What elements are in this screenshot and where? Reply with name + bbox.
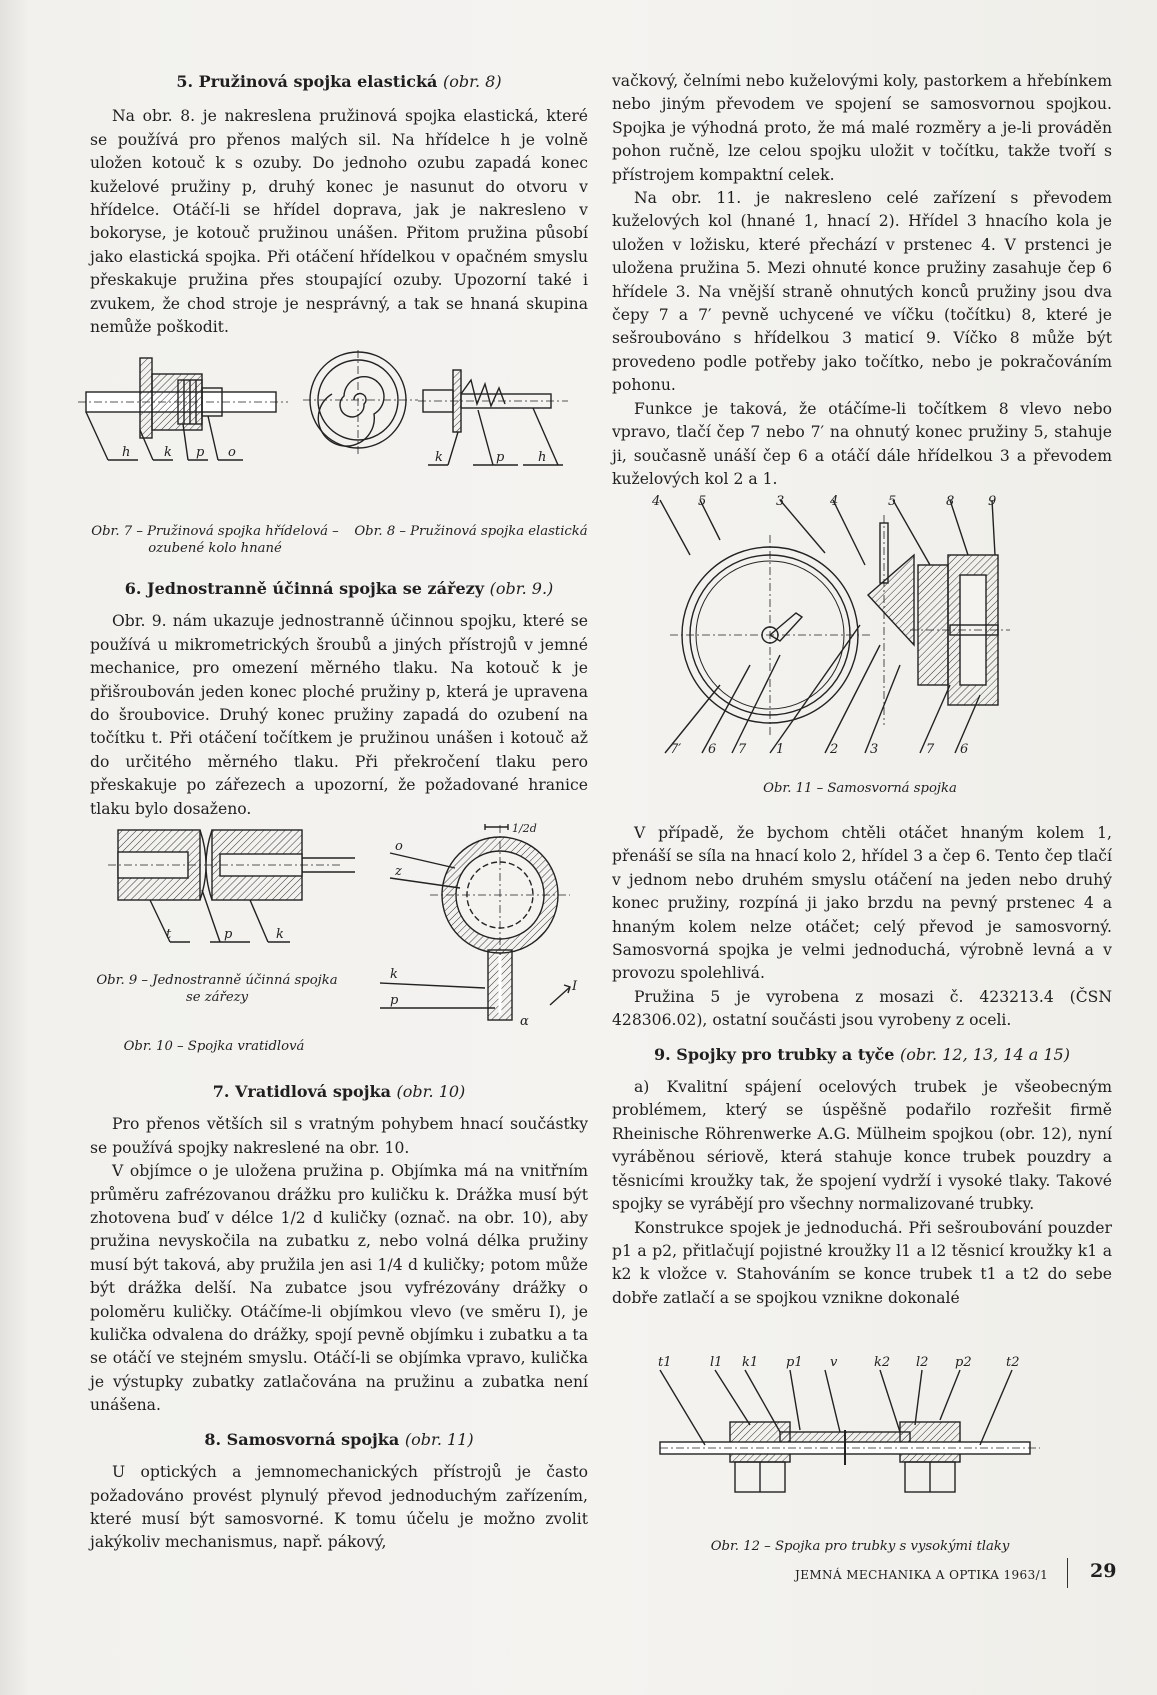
fig12-label-p1: p1 bbox=[786, 1355, 803, 1370]
fig8-label-p: p bbox=[496, 450, 505, 465]
figure-12-caption: Obr. 12 – Spojka pro trubky s vysokými tlaky bbox=[710, 1539, 1010, 1554]
figure-11-caption: Obr. 11 – Samosvorná spojka bbox=[763, 781, 957, 796]
figure-8-caption: Obr. 8 – Pružinová spojka elastická bbox=[354, 524, 588, 539]
right-paragraph-1: vačkový, čelními nebo kuželovými koly, pastorkem a hřebínkem nebo jiným převodem ve spojení se samosvornou spojkou. Spojka je výhodná proto, že má malé rozměry a je-li prováděn pohon ručně, lze celou spojku uložit v točítku, takže tvoří s přístrojem kompaktní celek. bbox=[612, 72, 1112, 184]
fig11-label-bottom-7: 6 bbox=[960, 742, 969, 757]
fig7-label-p: p bbox=[196, 445, 205, 460]
fig12-label-t1: t1 bbox=[658, 1355, 672, 1370]
fig11-label-top-3: 4 bbox=[830, 494, 839, 509]
right-paragraph-7: Konstrukce spojek je jednoduchá. Při sešroubování pouzder p1 a p2, přitlačují pojistné kroužky l1 a l2 těsnicí kroužky k1 a k2 k vložce v. Stahováním se konce trubek t1 a t2 do sebe dobře zatlačí a se spojkou vznikne dokonalé bbox=[612, 1218, 1112, 1307]
fig11-label-bottom-6: 7 bbox=[926, 742, 935, 757]
fig9-label-t: t bbox=[166, 927, 172, 942]
page-number: 29 bbox=[1090, 1560, 1117, 1582]
fig11-label-top-2: 3 bbox=[776, 494, 785, 509]
section-6-paragraph: Obr. 9. nám ukazuje jednostranně účinnou spojku, které se používá u mikrometrických šroubů a jiných přístrojů v jemné mechanice, pro omezení měrného tlaku. Na kotouč k je přišroubován jeden konec ploché pružiny p, která je upravena do šroubovice. Druhý konec pružiny zapadá do ozubení na točítku t. Při otáčení točítkem je pružinou unášen i kotouč až do určitého měrného tlaku. Při překročení tlaku pero přeskakuje po zářezech a upozorní, že požadované hranice tlaku bylo dosaženo. bbox=[90, 612, 588, 818]
figure-9-caption: Obr. 9 – Jednostranně účinná spojka se zářezy bbox=[96, 973, 338, 1005]
left-column-2 bbox=[90, 577, 588, 821]
section-6-heading: 6. Jednostranně účinná spojka se zářezy (obr. 9.) bbox=[124, 579, 554, 598]
left-column bbox=[90, 70, 588, 339]
section-8-heading: 8. Samosvorná spojka (obr. 11) bbox=[204, 1429, 474, 1449]
fig12-label-k2: k2 bbox=[874, 1355, 891, 1370]
fig11-label-top-0: 4 bbox=[652, 494, 661, 509]
fig11-label-top-6: 9 bbox=[988, 494, 997, 509]
fig12-label-l1: l1 bbox=[710, 1355, 723, 1370]
fig12-label-t2: t2 bbox=[1006, 1355, 1020, 1370]
journal-footer: JEMNÁ MECHANIKA A OPTIKA 1963/1 bbox=[795, 1568, 1049, 1582]
fig8-label-h: h bbox=[538, 450, 547, 465]
fig11-label-bottom-2: 7 bbox=[738, 742, 747, 757]
fig11-label-top-1: 5 bbox=[698, 494, 707, 509]
figure-12 bbox=[660, 1350, 1100, 1540]
right-paragraph-5: Pružina 5 je vyrobena z mosazi č. 423213.4 (ČSN 428306.02), ostatní součásti jsou vyrobeny z oceli. bbox=[612, 987, 1112, 1030]
fig10-label-p: p bbox=[390, 993, 399, 1008]
right-column bbox=[612, 70, 1112, 491]
section-7-paragraph-1: Pro přenos větších sil s vratným pohybem hnací součástky se používá spojky nakreslené na obr. 10. bbox=[90, 1115, 588, 1157]
fig12-label-k1: k1 bbox=[742, 1355, 759, 1370]
right-paragraph-6: a) Kvalitní spájení ocelových trubek je všeobecným problémem, který se úspěšně podařilo rozřešit firmě Rheinische Röhrenwerke A.G. Mülheim spojkou (obr. 12), nyní vyráběnou sériově, která stahuje konce trubek pouzdry a těsnicími kroužky tak, že spojení vydrží i vysoké tlaky. Takové spojky se vyrábějí pro všechny normalizované trubky. bbox=[612, 1078, 1112, 1214]
section-7-heading: 7. Vratidlová spojka (obr. 10) bbox=[212, 1082, 466, 1101]
fig9-label-k: k bbox=[276, 927, 284, 942]
fig12-label-l2: l2 bbox=[916, 1355, 929, 1370]
fig7-label-k: k bbox=[164, 445, 172, 460]
fig8-label-k: k bbox=[435, 450, 443, 465]
right-paragraph-2: Na obr. 11. je nakresleno celé zařízení s převodem kuželových kol (hnané 1, hnací 2). Hřídel 3 hnacího kola je uložen v ložisku, které přechází v prstenec 4. V prstenci je uložena pružina 5. Mezi ohnuté konce pružiny zasahuje čep 6 hřídele 3. Na vnější straně ohnutých konců pružiny jsou dva čepy 7 a 7′ pevně uchycené ve víčku (točítku) 8, které je sešroubováno s hřídelkou 3 maticí 9. Víčko 8 může být provedeno podle potřeby jako točítko, nebo je pokračováním pohonu. bbox=[612, 189, 1112, 395]
fig10-label-z: z bbox=[395, 864, 402, 879]
fig11-label-bottom-1: 6 bbox=[708, 742, 717, 757]
fig10-label-i: I bbox=[572, 979, 578, 994]
figure-7-8 bbox=[78, 350, 588, 510]
fig11-label-bottom-3: 1 bbox=[776, 742, 785, 757]
section-5-paragraph: Na obr. 8. je nakreslena pružinová spojka elastická, které se používá pro přenos malých sil. Na hřídelce h je volně uložen kotouč k s ozuby. Do jednoho ozubu zapadá konec kuželové pružiny p, druhý konec je nasunut do otvoru v hřídelce. Otáčí-li se hřídel doprava, jak je nakresleno v bokoryse, je kotouč pružinou unášen. Přitom pružina působí jako elastická spojka. Při otáčení hřídelkou v opačném smyslu přeskakuje pružina přes stoupající ozuby. Upozorní také i zvukem, že chod stroje je nesprávný, a tak se hnaná skupina nemůže poškodit. bbox=[90, 107, 588, 337]
fig11-label-top-5: 8 bbox=[946, 494, 955, 509]
section-9-heading: 9. Spojky pro trubky a tyče (obr. 12, 13, 14 a 15) bbox=[654, 1044, 1070, 1064]
fig10-label-k: k bbox=[390, 967, 398, 982]
fig10-label-alpha: α bbox=[520, 1014, 529, 1029]
fig11-label-bottom-5: 3 bbox=[870, 742, 879, 757]
fig11-label-bottom-0: 7′ bbox=[670, 742, 682, 757]
footer-divider bbox=[1067, 1558, 1068, 1588]
fig11-label-top-4: 5 bbox=[888, 494, 897, 509]
right-column-2 bbox=[612, 822, 1112, 1310]
figure-11 bbox=[650, 495, 1090, 765]
fig10-label-half-d: 1/2d bbox=[512, 822, 537, 835]
section-7-paragraph-2: V objímce o je uložena pružina p. Objímka má na vnitřním průměru zafrézovanou drážku pro kuličku k. Drážka musí být zhotovena buď v délce 1/2 d kuličky (označ. na obr. 10), aby pružina nevyskočila na zubatku z, nebo volná délka pružiny musí být taková, aby pružila jen asi 1/4 d kuličky; potom může být drážka delší. Na zubatce jsou vyfrézovány drážky o poloměru kuličky. Otáčíme-li objímkou vlevo (ve směru I), je kulička odvalena do drážky, spojí pevně objímku i zubatku a ta se otáčí ve stejném smyslu. Otáčí-li se objímka vpravo, kulička je výstupky zubatky zatlačována na pružinu a zubatka není unášena. bbox=[90, 1162, 588, 1415]
fig12-label-p2: p2 bbox=[955, 1355, 972, 1370]
fig11-label-bottom-4: 2 bbox=[830, 742, 839, 757]
fig12-label-v: v bbox=[830, 1355, 838, 1370]
figure-7-caption: Obr. 7 – Pružinová spojka hřídelová – ozubené kolo hnané bbox=[91, 524, 339, 556]
fig9-label-p: p bbox=[224, 927, 233, 942]
section-5-heading: 5. Pružinová spojka elastická (obr. 8) bbox=[176, 72, 502, 91]
right-paragraph-3: Funkce je taková, že otáčíme-li točítkem 8 vlevo nebo vpravo, tlačí čep 7 nebo 7′ na ohnutý konec pružiny 5, stahuje ji, současně unáší čep 6 a otáčí dále hřídelkou 3 a převodem kuželových kol 2 a 1. bbox=[612, 399, 1112, 488]
figure-10-caption: Obr. 10 – Spojka vratidlová bbox=[123, 1039, 305, 1054]
fig10-label-o: o bbox=[395, 839, 403, 854]
right-paragraph-4: V případě, že bychom chtěli otáčet hnaným kolem 1, přenáší se síla na hnací kolo 2, hřídel 3 a čep 6. Tento čep tlačí v jednom nebo druhém smyslu otáčení na jeden nebo druhý konec pružiny, rozpíná ji jako brzdu na pevný prstenec 4 a hnaným kolem nelze otáčet; celý převod je samosvorný. Samosvorná spojka je velmi jednoduchá, výrobně levná a v provozu spolehlivá. bbox=[612, 824, 1112, 983]
fig7-label-h: h bbox=[122, 445, 131, 460]
section-8-paragraph: U optických a jemnomechanických přístrojů je často požadováno provést plynulý převod jednoduchým zařízením, které musí být samosvorné. K tomu účelu je možno zvolit jakýkoliv mechanismus, např. pákový, bbox=[90, 1463, 588, 1552]
fig7-label-o: o bbox=[228, 445, 236, 460]
left-column-3 bbox=[90, 1080, 588, 1555]
